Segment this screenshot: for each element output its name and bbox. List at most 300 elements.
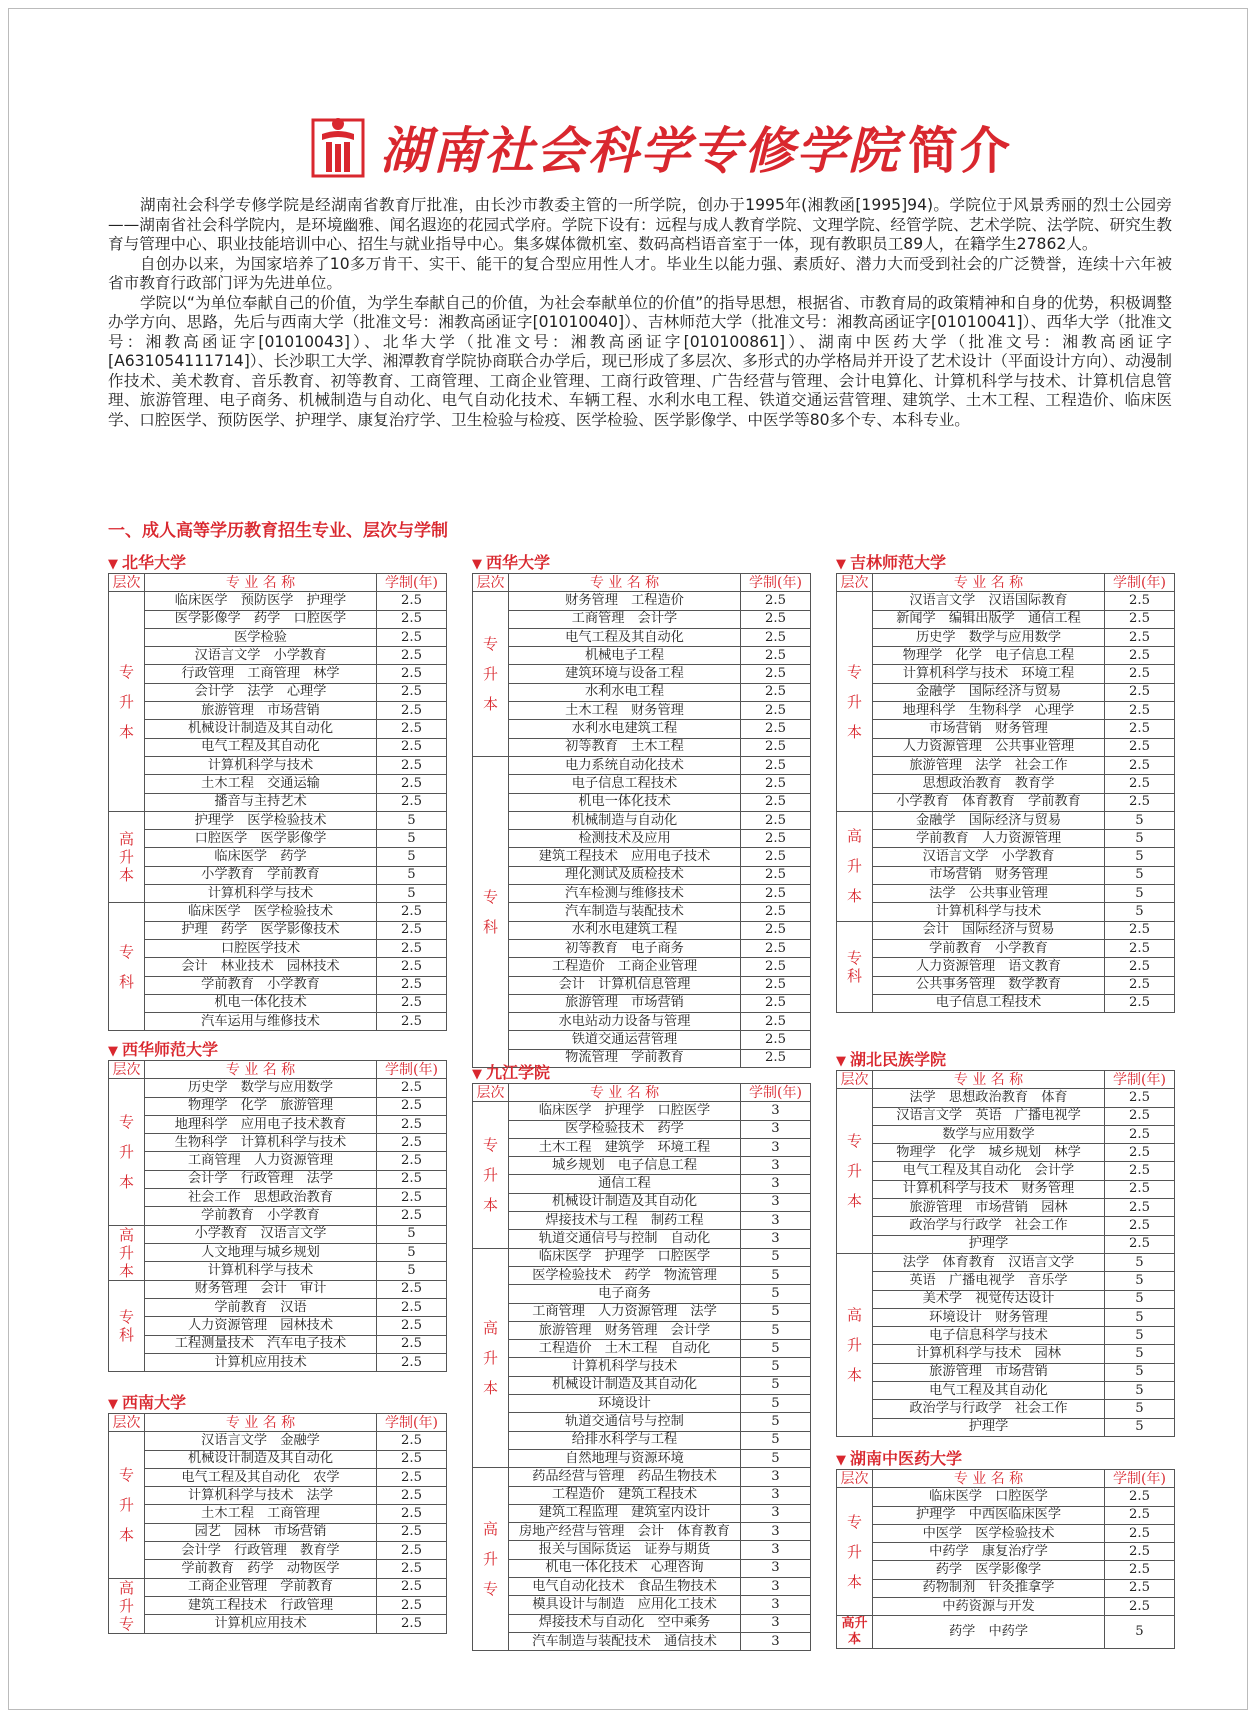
years-cell: 3 (741, 1504, 811, 1522)
level-char: 升 (482, 1550, 498, 1569)
table-row (837, 720, 1175, 738)
level-char: 高 (846, 1305, 862, 1324)
years-cell: 2.5 (377, 628, 447, 646)
table-row (473, 1596, 811, 1614)
years-cell: 2.5 (741, 592, 811, 610)
years-cell: 3 (741, 1157, 811, 1175)
major-cell: 汉语言文学 小学教育 (873, 848, 1105, 866)
years-cell: 5 (741, 1449, 811, 1467)
table-row (109, 1225, 447, 1243)
years-cell: 3 (741, 1596, 811, 1614)
header-level: 层次 (837, 1071, 873, 1089)
table-row (473, 994, 811, 1012)
level-cell (109, 903, 145, 1031)
major-cell: 计算机应用技术 (145, 1353, 377, 1371)
level-char: 升 (118, 848, 134, 867)
major-cell: 电气工程及其自动化 (509, 628, 741, 646)
major-cell: 电气工程及其自动化 会计学 (873, 1162, 1105, 1180)
years-cell: 2.5 (1105, 1162, 1175, 1180)
years-cell: 5 (377, 885, 447, 903)
university-name: 吉林师范大学 (850, 553, 947, 572)
major-cell: 英语 广播电视学 音乐学 (873, 1272, 1105, 1290)
table-header-row (473, 1084, 811, 1102)
major-cell: 建筑工程监理 建筑室内设计 (509, 1504, 741, 1522)
header-years: 学制(年) (377, 574, 447, 592)
years-cell: 2.5 (1105, 702, 1175, 720)
level-char: 本 (846, 887, 862, 906)
years-cell: 2.5 (377, 1189, 447, 1207)
years-cell: 2.5 (1105, 647, 1175, 665)
table-row (837, 1253, 1175, 1271)
table-row (109, 848, 447, 866)
major-cell: 美术学 视觉传达设计 (873, 1290, 1105, 1308)
major-cell: 工商管理 会计学 (509, 610, 741, 628)
major-cell: 小学教育 汉语言文学 (145, 1225, 377, 1243)
years-cell: 3 (741, 1102, 811, 1120)
level-char: 本 (118, 866, 134, 885)
years-cell: 5 (1105, 1327, 1175, 1345)
years-cell: 2.5 (377, 1013, 447, 1031)
major-cell: 临床医学 护理学 口腔医学 (509, 1102, 741, 1120)
table-row (109, 738, 447, 756)
major-cell: 旅游管理 市场营销 (145, 702, 377, 720)
years-cell: 2.5 (377, 683, 447, 701)
level-cell (837, 1089, 873, 1254)
years-cell: 2.5 (377, 756, 447, 774)
table-row (473, 1266, 811, 1284)
years-cell: 3 (741, 1212, 811, 1230)
university-title (836, 1050, 1174, 1070)
major-cell: 电气自动化技术 食品生物技术 (509, 1578, 741, 1596)
table-row (837, 1199, 1175, 1217)
years-cell: 2.5 (377, 1523, 447, 1541)
years-cell: 2.5 (377, 1317, 447, 1335)
level-char: 升 (118, 1243, 134, 1262)
table-row (473, 1504, 811, 1522)
years-cell: 5 (377, 811, 447, 829)
years-cell: 3 (741, 1138, 811, 1156)
major-cell: 轨道交通信号与控制 (509, 1413, 741, 1431)
years-cell: 2.5 (741, 628, 811, 646)
major-cell: 建筑工程技术 行政管理 (145, 1597, 377, 1615)
years-cell: 5 (741, 1431, 811, 1449)
years-cell: 2.5 (1105, 1488, 1175, 1506)
major-cell: 机械电子工程 (509, 647, 741, 665)
table-row (109, 1152, 447, 1170)
major-cell: 法学 公共事业管理 (873, 885, 1105, 903)
table-row (837, 702, 1175, 720)
level-char: 升 (118, 1596, 134, 1615)
section-heading: 一、成人高等学历教育招生专业、层次与学制 (108, 521, 448, 541)
years-cell: 3 (741, 1193, 811, 1211)
years-cell: 3 (741, 1523, 811, 1541)
major-cell: 工程造价 工商企业管理 (509, 958, 741, 976)
level-char: 专 (482, 1135, 498, 1154)
table-row (837, 756, 1175, 774)
major-cell: 建筑环境与设备工程 (509, 665, 741, 683)
table-row (837, 647, 1175, 665)
years-cell: 3 (741, 1486, 811, 1504)
major-cell: 电子商务 (509, 1285, 741, 1303)
level-char: 本 (482, 1378, 498, 1397)
university-block-southwest (108, 1393, 446, 1634)
table-row (837, 610, 1175, 628)
years-cell: 5 (1105, 1290, 1175, 1308)
table-row (473, 1395, 811, 1413)
table-row (109, 1432, 447, 1450)
table-row (109, 1615, 447, 1633)
years-cell: 2.5 (1105, 775, 1175, 793)
table-row (837, 811, 1175, 829)
major-cell: 土木工程 财务管理 (509, 702, 741, 720)
table-row (109, 610, 447, 628)
university-block-beihua (108, 553, 446, 1031)
major-cell: 药物制剂 针灸推拿学 (873, 1579, 1105, 1597)
major-cell: 会计 国际经济与贸易 (873, 921, 1105, 939)
major-cell: 社会工作 思想政治教育 (145, 1189, 377, 1207)
title-suffix: 简介 (908, 121, 1012, 180)
table-row (473, 1193, 811, 1211)
major-cell: 临床医学 药学 (145, 848, 377, 866)
header-major: 专 业 名 称 (145, 574, 377, 592)
years-cell: 2.5 (741, 921, 811, 939)
level-cell (109, 1578, 145, 1633)
years-cell: 5 (1105, 903, 1175, 921)
major-cell: 环境设计 财务管理 (873, 1308, 1105, 1326)
years-cell: 2.5 (377, 1207, 447, 1225)
years-cell: 2.5 (1105, 1125, 1175, 1143)
table-row (109, 1189, 447, 1207)
major-cell: 计算机科学与技术 (145, 885, 377, 903)
table-header-row (473, 574, 811, 592)
major-cell: 护理学 (873, 1235, 1105, 1253)
university-block-hubei-minzu (836, 1050, 1174, 1437)
triangle-down-icon: ▼ (108, 1397, 118, 1412)
years-cell: 2.5 (741, 885, 811, 903)
years-cell: 3 (741, 1541, 811, 1559)
major-cell: 护理学 医学检验技术 (145, 811, 377, 829)
level-cell (109, 1225, 145, 1280)
years-cell: 2.5 (377, 1487, 447, 1505)
table-row (109, 811, 447, 829)
years-cell: 5 (741, 1303, 811, 1321)
table-row (473, 775, 811, 793)
major-cell: 环境设计 (509, 1395, 741, 1413)
years-cell: 2.5 (377, 1542, 447, 1560)
major-cell: 土木工程 建筑学 环境工程 (509, 1138, 741, 1156)
years-cell: 2.5 (377, 1578, 447, 1596)
years-cell: 2.5 (1105, 1235, 1175, 1253)
years-cell: 2.5 (377, 1152, 447, 1170)
years-cell: 3 (741, 1120, 811, 1138)
years-cell: 5 (1105, 1400, 1175, 1418)
years-cell: 2.5 (377, 1432, 447, 1450)
table-row (837, 903, 1175, 921)
table-row (837, 738, 1175, 756)
major-cell: 地理科学 应用电子技术教育 (145, 1115, 377, 1133)
triangle-down-icon: ▼ (836, 1453, 846, 1468)
major-cell: 人力资源管理 语文教育 (873, 958, 1105, 976)
header-years: 学制(年) (1105, 1470, 1175, 1488)
school-emblem-icon (310, 114, 366, 180)
major-cell: 数学与应用数学 (873, 1125, 1105, 1143)
years-cell: 2.5 (377, 1115, 447, 1133)
years-cell: 5 (1105, 1418, 1175, 1436)
years-cell: 2.5 (1105, 628, 1175, 646)
table-row (473, 1031, 811, 1049)
table-row (837, 665, 1175, 683)
years-cell: 5 (377, 1262, 447, 1280)
years-cell: 2.5 (1105, 665, 1175, 683)
major-cell: 学前教育 小学教育 (145, 976, 377, 994)
table-row (109, 592, 447, 610)
major-cell: 市场营销 财务管理 (873, 720, 1105, 738)
level-cell (109, 592, 145, 812)
table-row (109, 1207, 447, 1225)
major-cell: 工程造价 土木工程 自动化 (509, 1340, 741, 1358)
university-name: 西华大学 (486, 553, 551, 572)
major-cell: 财务管理 工程造价 (509, 592, 741, 610)
table-row (473, 1413, 811, 1431)
level-char: 本 (118, 722, 134, 741)
major-cell: 医学影像学 药学 口腔医学 (145, 610, 377, 628)
level-char: 升 (118, 692, 134, 711)
table-row (837, 793, 1175, 811)
university-block-jilin-normal (836, 553, 1174, 1013)
program-table (472, 573, 811, 1068)
university-block-jiujiang (472, 1063, 810, 1651)
major-cell: 行政管理 工商管理 林学 (145, 665, 377, 683)
triangle-down-icon: ▼ (108, 1044, 118, 1059)
table-row (109, 1317, 447, 1335)
major-cell: 轨道交通信号与控制 自动化 (509, 1230, 741, 1248)
years-cell: 2.5 (1105, 738, 1175, 756)
header-level: 层次 (109, 1061, 145, 1079)
level-char: 专 (846, 662, 862, 681)
major-cell: 计算机科学与技术 (145, 756, 377, 774)
table-row (473, 1614, 811, 1632)
triangle-down-icon: ▼ (108, 557, 118, 572)
years-cell: 2.5 (377, 1450, 447, 1468)
table-row (837, 628, 1175, 646)
major-cell: 电气工程及其自动化 (873, 1382, 1105, 1400)
years-cell: 5 (1105, 1382, 1175, 1400)
header-major: 专 业 名 称 (873, 574, 1105, 592)
years-cell: 2.5 (377, 1298, 447, 1316)
major-cell: 机械设计制造及其自动化 (509, 1193, 741, 1211)
major-cell: 会计 林业技术 园林技术 (145, 958, 377, 976)
table-row (837, 1308, 1175, 1326)
table-row (473, 1376, 811, 1394)
table-row (109, 1134, 447, 1152)
major-cell: 会计学 行政管理 法学 (145, 1170, 377, 1188)
table-row (473, 683, 811, 701)
table-row (473, 866, 811, 884)
major-cell: 小学教育 体育教育 学前教育 (873, 793, 1105, 811)
years-cell: 2.5 (377, 994, 447, 1012)
major-cell: 物流管理 学前教育 (509, 1049, 741, 1067)
major-cell: 会计学 行政管理 教育学 (145, 1542, 377, 1560)
table-row (837, 994, 1175, 1012)
years-cell: 5 (377, 830, 447, 848)
major-cell: 临床医学 预防医学 护理学 (145, 592, 377, 610)
years-cell: 2.5 (1105, 1089, 1175, 1107)
years-cell: 5 (1105, 1253, 1175, 1271)
table-row (109, 903, 447, 921)
level-char: 高 (846, 827, 862, 846)
header-major: 专 业 名 称 (509, 574, 741, 592)
major-cell: 学前教育 小学教育 (145, 1207, 377, 1225)
triangle-down-icon: ▼ (836, 557, 846, 572)
years-cell: 2.5 (377, 921, 447, 939)
table-row (109, 1560, 447, 1578)
major-cell: 思想政治教育 教育学 (873, 775, 1105, 793)
years-cell: 2.5 (741, 775, 811, 793)
major-cell: 焊接技术与工程 制药工程 (509, 1212, 741, 1230)
major-cell: 机电一体化技术 (509, 793, 741, 811)
table-row (837, 683, 1175, 701)
header-years: 学制(年) (741, 574, 811, 592)
header-major: 专 业 名 称 (145, 1414, 377, 1432)
years-cell: 5 (377, 1225, 447, 1243)
major-cell: 医学检验技术 药学 物流管理 (509, 1266, 741, 1284)
level-cell (109, 1079, 145, 1225)
table-row (473, 1212, 811, 1230)
major-cell: 初等教育 土木工程 (509, 738, 741, 756)
major-cell: 汽车制造与装配技术 通信技术 (509, 1632, 741, 1650)
table-row (109, 775, 447, 793)
major-cell: 汉语言文学 小学教育 (145, 647, 377, 665)
major-cell: 理化测试及质检技术 (509, 866, 741, 884)
years-cell: 2.5 (377, 1597, 447, 1615)
major-cell: 汉语言文学 英语 广播电视学 (873, 1107, 1105, 1125)
table-header-row (837, 1470, 1175, 1488)
years-cell: 2.5 (1105, 1561, 1175, 1579)
table-row (473, 1120, 811, 1138)
years-cell: 2.5 (1105, 921, 1175, 939)
major-cell: 政治学与行政学 社会工作 (873, 1217, 1105, 1235)
level-char: 升 (482, 665, 498, 684)
years-cell: 2.5 (1105, 1217, 1175, 1235)
university-title (836, 553, 1174, 573)
level-char: 本 (118, 1172, 134, 1191)
level-char: 本 (846, 1192, 862, 1211)
level-cell (837, 811, 873, 921)
years-cell: 3 (741, 1175, 811, 1193)
header-major: 专 业 名 称 (145, 1061, 377, 1079)
table-row (473, 665, 811, 683)
years-cell: 5 (1105, 1272, 1175, 1290)
major-cell: 口腔医学 医学影像学 (145, 830, 377, 848)
table-row (473, 1175, 811, 1193)
years-cell: 5 (741, 1413, 811, 1431)
table-row (473, 1138, 811, 1156)
level-char: 专 (118, 942, 134, 961)
level-char: 升 (846, 1335, 862, 1354)
major-cell: 法学 思想政治教育 体育 (873, 1089, 1105, 1107)
university-block-xihua (472, 553, 810, 1068)
years-cell: 5 (741, 1358, 811, 1376)
years-cell: 5 (1105, 848, 1175, 866)
major-cell: 历史学 数学与应用数学 (873, 628, 1105, 646)
program-table (108, 573, 447, 1031)
years-cell: 5 (377, 866, 447, 884)
table-row (109, 1487, 447, 1505)
major-cell: 工商管理 人力资源管理 (145, 1152, 377, 1170)
table-row (473, 1559, 811, 1577)
table-row (473, 1285, 811, 1303)
table-row (837, 1272, 1175, 1290)
years-cell: 2.5 (741, 958, 811, 976)
level-char: 本 (118, 1261, 134, 1280)
intro-paragraph: 湖南社会科学专修学院是经湖南省教育厅批准，由长沙市教委主管的一所学院，创办于1995年(湘教函[1995]94)。学院位于风景秀丽的烈士公园旁——湖南省社会科学院内，是环境幽雅、闻名遐迩的花园式学府。学院下设有：远程与成人教育学院、文理学院、经管学院、艺术学院、法学院、研究生教育与管理中心、职业技能培训中心、招生与就业指导中心。集多媒体微机室、数码高档语音室于一体，现有教职员工89人，在籍学生27862人。 (108, 196, 1172, 253)
major-cell: 自然地理与资源环境 (509, 1449, 741, 1467)
university-name: 湖南中医药大学 (850, 1449, 963, 1468)
level-char: 高 (118, 830, 134, 849)
level-char: 专 (846, 948, 862, 967)
major-cell: 模具设计与制造 应用化工技术 (509, 1596, 741, 1614)
years-cell: 2.5 (1105, 610, 1175, 628)
major-cell: 机电一体化技术 心理咨询 (509, 1559, 741, 1577)
major-cell: 水利水电建筑工程 (509, 921, 741, 939)
university-title (836, 1449, 1174, 1469)
years-cell: 2.5 (377, 702, 447, 720)
triangle-down-icon: ▼ (472, 557, 482, 572)
major-cell: 计算机科学与技术 财务管理 (873, 1180, 1105, 1198)
university-title (108, 553, 446, 573)
major-cell: 电子信息工程技术 (873, 994, 1105, 1012)
table-row (837, 1561, 1175, 1579)
major-cell: 地理科学 生物科学 心理学 (873, 702, 1105, 720)
years-cell: 5 (741, 1285, 811, 1303)
table-row (473, 848, 811, 866)
table-row (837, 1598, 1175, 1616)
table-row (109, 1262, 447, 1280)
table-row (837, 830, 1175, 848)
table-row (837, 921, 1175, 939)
level-char: 科 (118, 1325, 134, 1344)
table-row (473, 738, 811, 756)
table-row (109, 683, 447, 701)
table-row (837, 1524, 1175, 1542)
table-row (473, 610, 811, 628)
major-cell: 护理学 中西医临床医学 (873, 1506, 1105, 1524)
major-cell: 机械设计制造及其自动化 (145, 1450, 377, 1468)
level-char: 高 (118, 1578, 134, 1597)
years-cell: 2.5 (377, 610, 447, 628)
level-char: 高 (482, 1520, 498, 1539)
years-cell: 5 (1105, 830, 1175, 848)
level-char: 本 (482, 695, 498, 714)
major-cell: 小学教育 学前教育 (145, 866, 377, 884)
years-cell: 2.5 (741, 756, 811, 774)
years-cell: 5 (741, 1321, 811, 1339)
major-cell: 法学 体育教育 汉语言文学 (873, 1253, 1105, 1271)
table-row (473, 939, 811, 957)
level-char: 升 (846, 1542, 862, 1561)
table-row (109, 866, 447, 884)
table-row (473, 921, 811, 939)
table-row (109, 1013, 447, 1031)
years-cell: 2.5 (741, 610, 811, 628)
university-title (108, 1040, 446, 1060)
major-cell: 检测技术及应用 (509, 830, 741, 848)
table-row (473, 830, 811, 848)
years-cell: 2.5 (377, 1560, 447, 1578)
major-cell: 市场营销 财务管理 (873, 866, 1105, 884)
table-row (109, 1244, 447, 1262)
years-cell: 2.5 (377, 775, 447, 793)
